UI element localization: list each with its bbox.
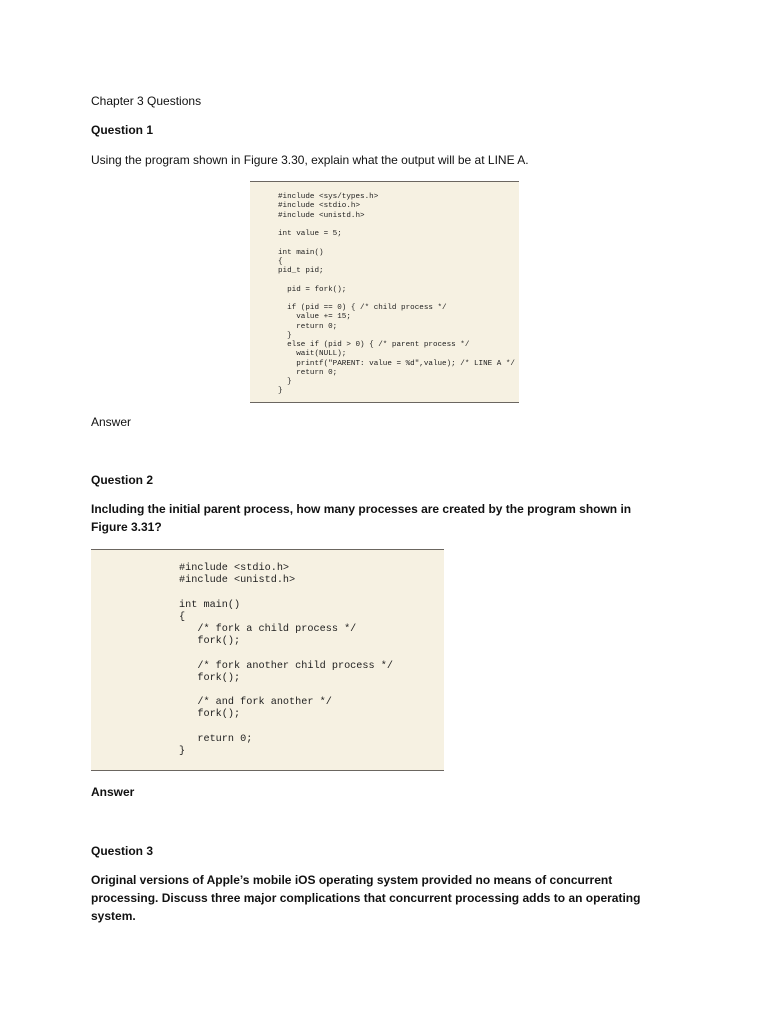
figure-3-30-code-block [250, 181, 519, 403]
question-1-heading: Question 1 [91, 123, 154, 137]
question-1-answer-label: Answer [91, 415, 132, 429]
question-3-heading: Question 3 [91, 844, 154, 858]
figure-3-31-code: #include <stdio.h> #include <unistd.h> int main() { /* fork a child process */ fork(); /* fork another child process */ fork(); /* and fork another */ fork(); return 0; } [179, 563, 393, 758]
chapter-title: Chapter 3 Questions [91, 94, 202, 108]
question-3-prompt: Original versions of Apple’s mobile iOS operating system provided no means of concurrent processing. Discuss three major complications that concurrent processing adds to an operating system. [91, 873, 641, 923]
question-2-prompt: Including the initial parent process, how many processes are created by the program shown in Figure 3.31? [91, 502, 632, 534]
question-2-heading: Question 2 [91, 473, 154, 487]
question-1-prompt: Using the program shown in Figure 3.30, explain what the output will be at LINE A. [91, 153, 529, 167]
figure-3-31-code-block [91, 549, 444, 771]
figure-3-30-code: #include <sys/types.h> #include <stdio.h> #include <unistd.h> int value = 5; int main() { pid_t pid; pid = fork(); if (pid == 0) { /* child process */ value += 15; return 0; } else if (pid > 0) { /* parent process */ wait(NULL); printf("PARENT: value = %d",value); /* LINE A */ return 0; } } [278, 193, 515, 396]
question-2-answer-label: Answer [91, 785, 135, 799]
